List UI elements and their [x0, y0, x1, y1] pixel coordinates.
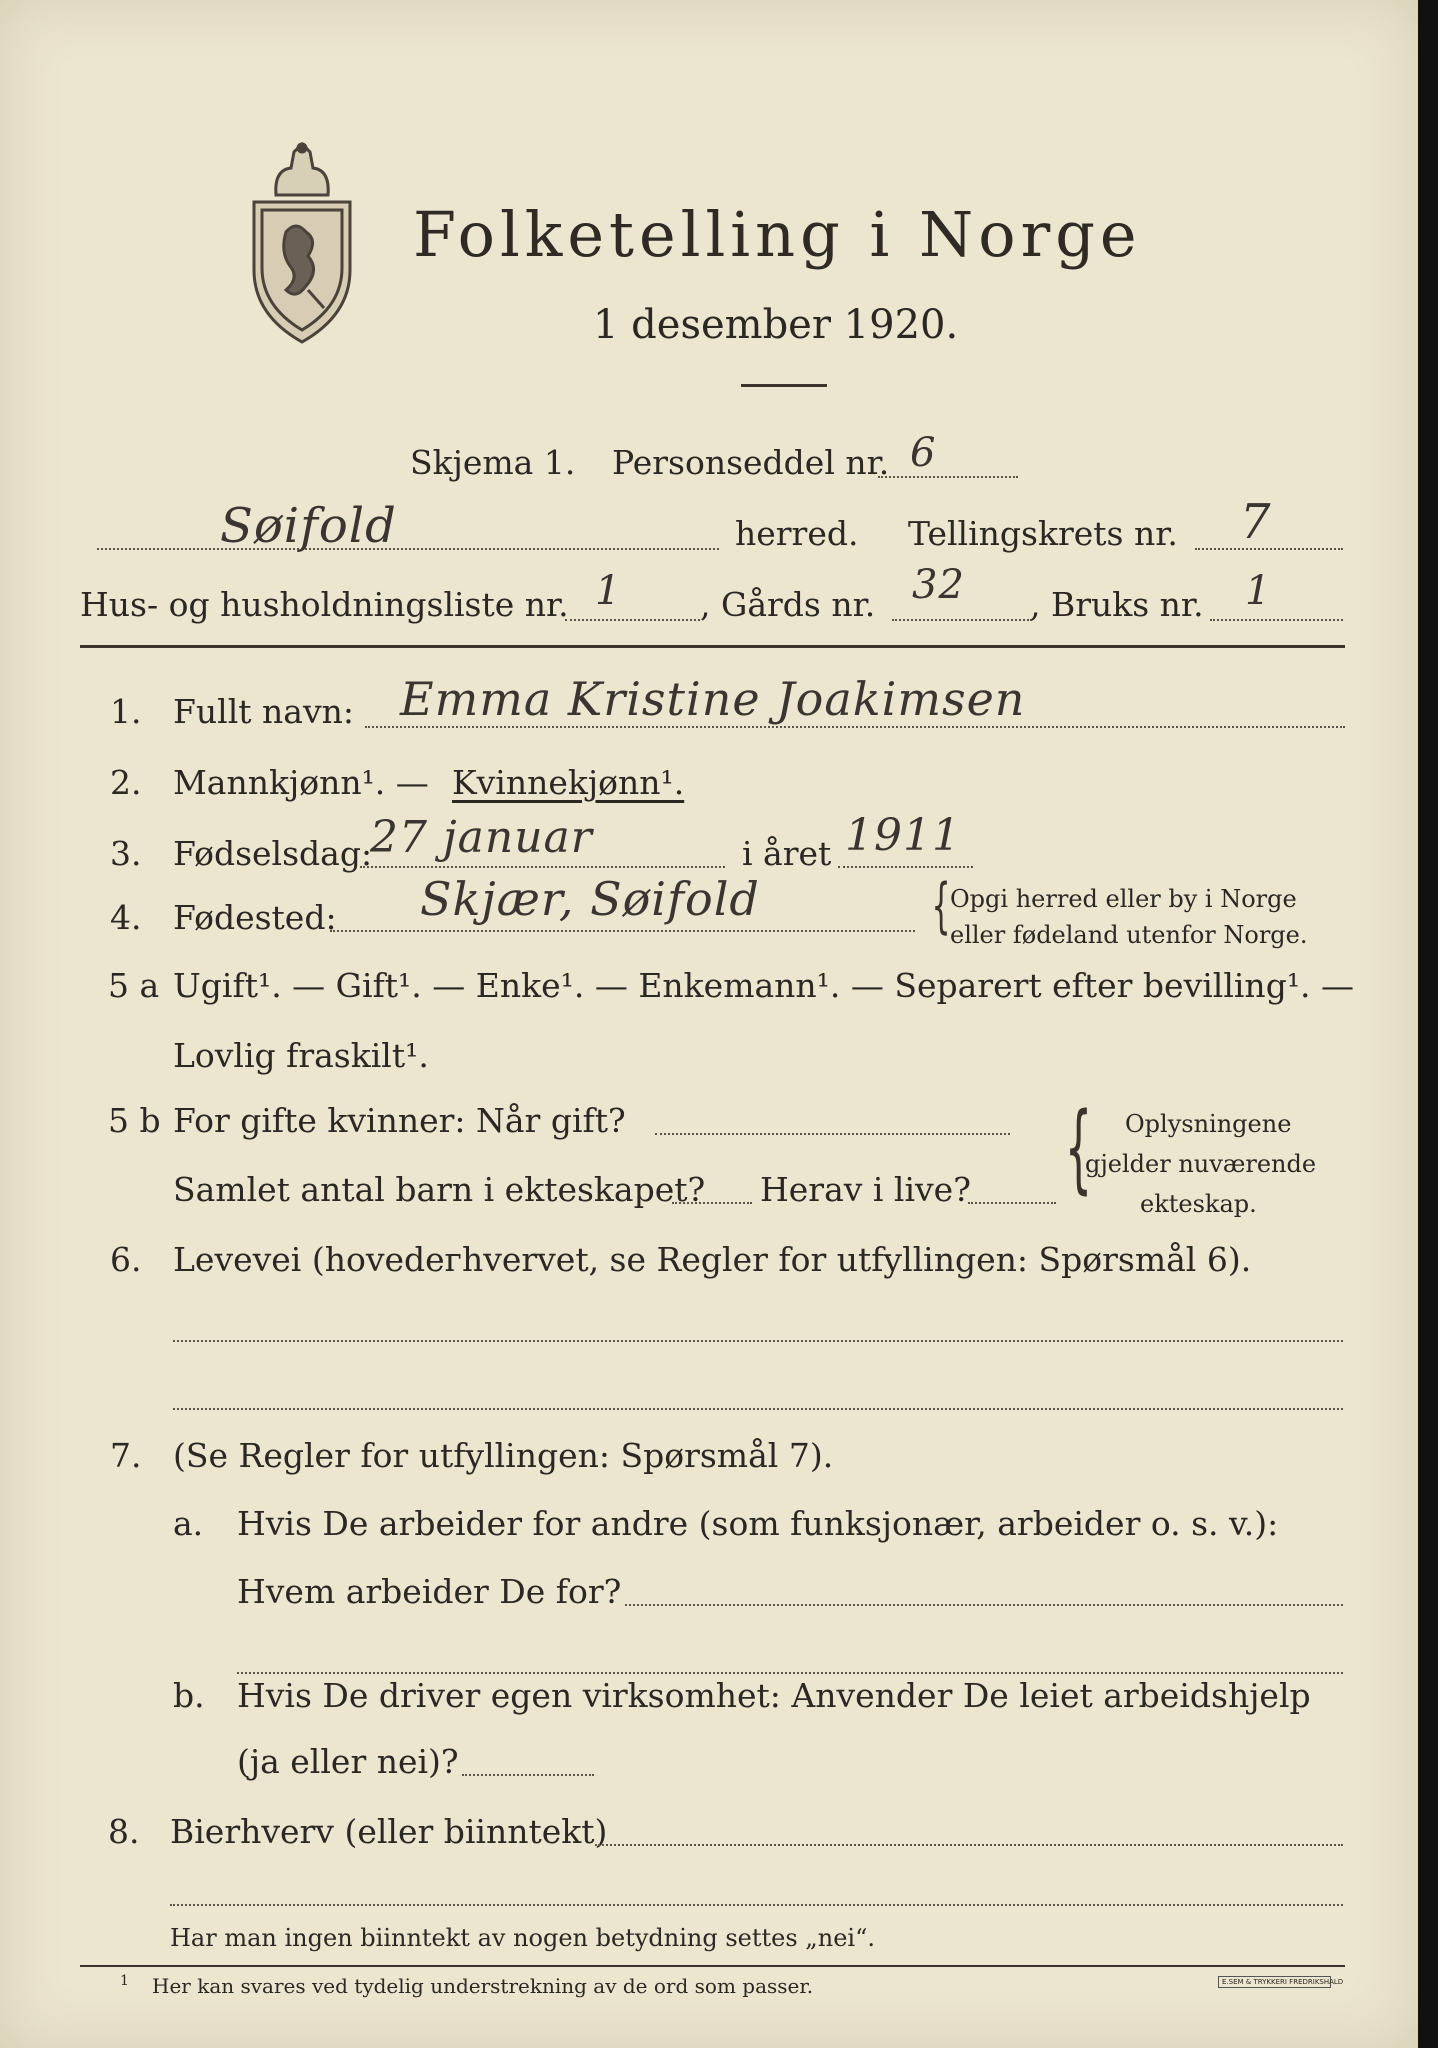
q1-line — [365, 726, 1345, 728]
q7a-text-2: Hvem arbeider De for? — [237, 1572, 622, 1611]
printer-stamp: E.SEM & TRYKKERI FREDRIKSHALD — [1218, 1976, 1331, 1988]
q6-text: Levevei (hovedeгhvervet, se Regler for utfyllingen: Spørsmål 6). — [173, 1240, 1252, 1279]
q5b-note-3: ekteskap. — [1140, 1190, 1257, 1218]
q5b-label-3: Herav i live? — [760, 1170, 971, 1209]
q5b-label-2: Samlet antal barn i ekteskapet? — [173, 1170, 706, 1209]
q5a-text-2: Lovlig fraskilt¹. — [173, 1036, 429, 1075]
q3-year-value: 1911 — [845, 810, 961, 861]
q4-label: Fødested: — [173, 898, 337, 937]
q5b-brace: { — [1064, 1092, 1093, 1204]
q7b-text-2: (ja eller nei)? — [237, 1742, 459, 1781]
form-date: 1 desember 1920. — [593, 302, 959, 348]
q4-value: Skjær, Søifold — [420, 872, 760, 926]
q4-note-1: Opgi herred eller by i Norge — [950, 885, 1297, 913]
husliste-value: 1 — [595, 568, 622, 614]
q3-label: Fødselsdag: — [173, 834, 373, 873]
q1-number: 1. — [110, 692, 142, 731]
bruks-line — [1210, 619, 1343, 621]
q3-value: 27 januar — [370, 812, 593, 863]
q5b-label-1: For gifte kvinner: Når gift? — [173, 1101, 626, 1140]
footnote-text: Her kan svares ved tydelig understrekning av de ord som passer. — [152, 1974, 814, 1998]
q3-line — [360, 866, 725, 868]
q6-number: 6. — [110, 1240, 142, 1279]
q7b-text: Hvis De driver egen virksomhet: Anvender De leiet arbeidshjelp — [237, 1676, 1311, 1715]
q4-note-2: eller fødeland utenfor Norge. — [950, 921, 1308, 949]
q4-number: 4. — [110, 898, 142, 937]
q6-line-2 — [173, 1408, 1343, 1410]
tellingskrets-label: Tellingskrets nr. — [908, 514, 1178, 553]
q7a-number: a. — [173, 1504, 204, 1543]
q7b-line — [462, 1774, 594, 1776]
q5b-note-2: gjelder nuværende — [1085, 1150, 1317, 1178]
q3-year-line — [838, 866, 973, 868]
herred-label: herred. — [735, 514, 859, 553]
q5a-number: 5 a — [108, 966, 160, 1005]
q7-number: 7. — [110, 1436, 142, 1475]
q7-text: (Se Regler for utfyllingen: Spørsmål 7). — [173, 1436, 834, 1475]
q2-female: Kvinnekjønn¹. — [452, 763, 685, 802]
gards-line — [892, 619, 1032, 621]
herred-line — [97, 548, 719, 550]
personseddel-label: Personseddel nr. — [612, 443, 890, 482]
footer-note: Har man ingen biinntekt av nogen betydning settes „nei“. — [170, 1924, 875, 1952]
q2-male: Mannkjønn¹. — — [173, 763, 429, 802]
gards-label: , Gårds nr. — [700, 585, 876, 624]
q8-line-1 — [595, 1844, 1343, 1846]
q3-year-label: i året — [742, 834, 832, 873]
herred-value: Søifold — [220, 498, 397, 554]
scan-edge — [1418, 0, 1438, 2048]
header-rule — [80, 645, 1345, 648]
q5b-note-1: Oplysningene — [1125, 1110, 1292, 1138]
q3-number: 3. — [110, 834, 142, 873]
q4-brace: { — [931, 871, 951, 941]
q8-number: 8. — [108, 1812, 140, 1851]
husliste-label: Hus- og husholdningsliste nr. — [80, 585, 569, 624]
q1-label: Fullt navn: — [173, 692, 354, 731]
bruks-value: 1 — [1245, 568, 1272, 614]
husliste-line — [565, 619, 700, 621]
q8-line-2 — [170, 1904, 1343, 1906]
q6-line-1 — [173, 1340, 1343, 1342]
q7a-line-2 — [237, 1672, 1343, 1674]
q7a-text: Hvis De arbeider for andre (som funksjonær, arbeider o. s. v.): — [237, 1504, 1279, 1543]
skjema-label: Skjema 1. — [410, 443, 576, 482]
personseddel-value: 6 — [910, 430, 937, 476]
q5b-line-1 — [655, 1133, 1010, 1135]
q1-value: Emma Kristine Joakimsen — [400, 672, 1026, 726]
coat-of-arms-icon — [246, 140, 358, 346]
q7a-line-1 — [625, 1604, 1343, 1606]
q7b-number: b. — [173, 1676, 205, 1715]
q8-text: Bierhverv (eller biinntekt) — [170, 1812, 608, 1851]
q5b-line-3 — [968, 1202, 1056, 1204]
footnote-mark: 1 — [120, 1973, 129, 1989]
gards-value: 32 — [912, 562, 965, 608]
q5b-number: 5 b — [108, 1101, 161, 1140]
bruks-label: , Bruks nr. — [1030, 585, 1204, 624]
tellingskrets-value: 7 — [1240, 494, 1272, 550]
q4-line — [330, 930, 915, 932]
personseddel-line — [878, 476, 1018, 478]
q5b-line-2 — [672, 1202, 752, 1204]
title-divider — [741, 384, 827, 387]
form-title: Folketelling i Norge — [413, 198, 1142, 271]
q2-number: 2. — [110, 763, 142, 802]
footer-rule — [80, 1965, 1345, 1967]
q5a-text: Ugift¹. — Gift¹. — Enke¹. — Enkemann¹. — Separert efter bevilling¹. — — [173, 966, 1355, 1005]
